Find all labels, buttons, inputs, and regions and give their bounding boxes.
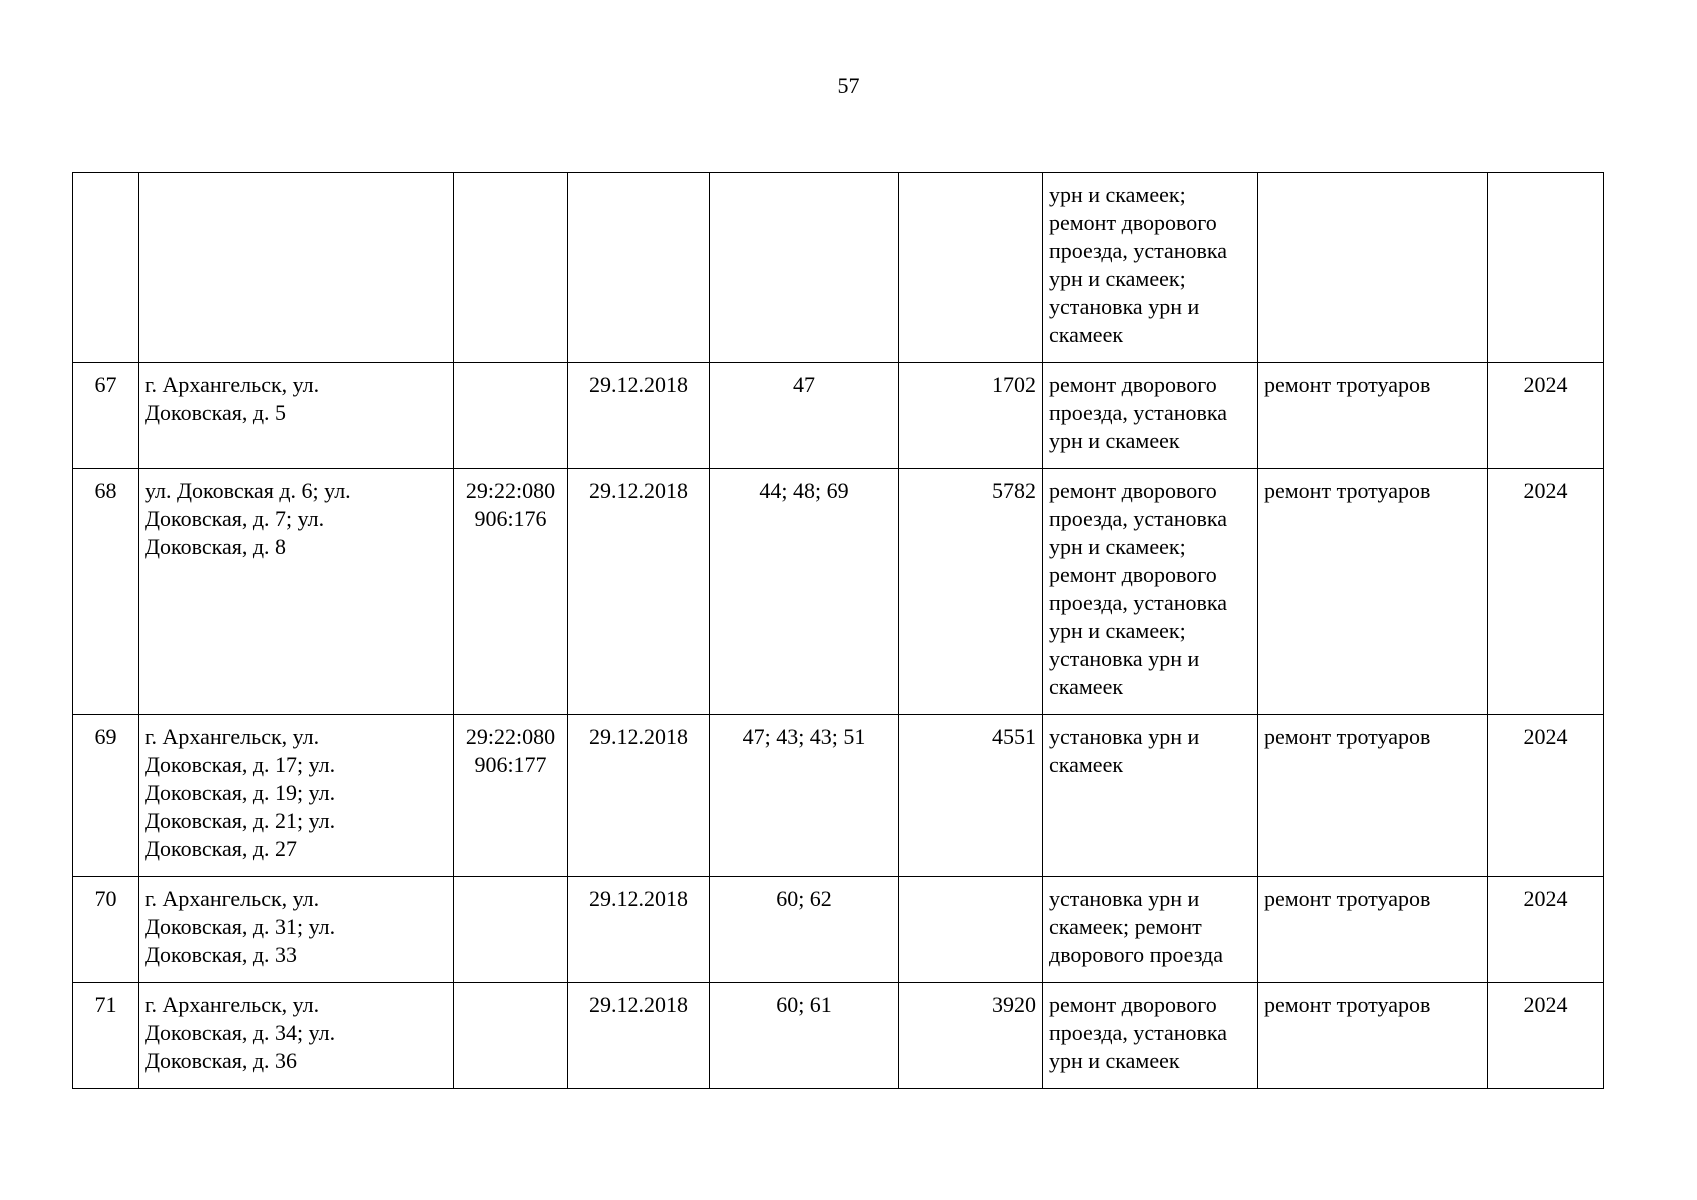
row-number-cell: 70 (73, 877, 139, 983)
area-cell (899, 173, 1043, 363)
cadastral-number-cell: 29:22:080 906:177 (454, 715, 568, 877)
area-cell: 3920 (899, 983, 1043, 1089)
year-cell: 2024 (1488, 877, 1604, 983)
main-works-cell: ремонт дворового проезда, установка урн и скамеек (1043, 363, 1258, 469)
year-cell: 2024 (1488, 469, 1604, 715)
main-works-cell: установка урн и скамеек (1043, 715, 1258, 877)
address-cell: г. Архангельск, ул. Доковская, д. 34; ул. Доковская, д. 36 (139, 983, 454, 1089)
main-works-cell: ремонт дворового проезда, установка урн и скамеек (1043, 983, 1258, 1089)
document-numbers-cell: 60; 61 (710, 983, 899, 1089)
additional-works-cell: ремонт тротуаров (1258, 983, 1488, 1089)
table-row (73, 715, 1604, 877)
date-cell: 29.12.2018 (568, 715, 710, 877)
main-works-cell: урн и скамеек; ремонт дворового проезда, установка урн и скамеек; установка урн и скамеек (1043, 173, 1258, 363)
row-number-cell: 69 (73, 715, 139, 877)
row-number-cell: 68 (73, 469, 139, 715)
table-row (73, 363, 1604, 469)
year-cell: 2024 (1488, 715, 1604, 877)
additional-works-cell (1258, 173, 1488, 363)
additional-works-cell: ремонт тротуаров (1258, 715, 1488, 877)
additional-works-cell: ремонт тротуаров (1258, 877, 1488, 983)
date-cell: 29.12.2018 (568, 877, 710, 983)
document-numbers-cell: 60; 62 (710, 877, 899, 983)
cadastral-number-cell (454, 877, 568, 983)
row-number-cell (73, 173, 139, 363)
cadastral-number-cell: 29:22:080 906:176 (454, 469, 568, 715)
cadastral-number-cell (454, 173, 568, 363)
area-cell: 4551 (899, 715, 1043, 877)
year-cell (1488, 173, 1604, 363)
date-cell (568, 173, 710, 363)
document-numbers-cell: 44; 48; 69 (710, 469, 899, 715)
address-cell: г. Архангельск, ул. Доковская, д. 31; ул. Доковская, д. 33 (139, 877, 454, 983)
row-number-cell: 67 (73, 363, 139, 469)
table-row (73, 173, 1604, 363)
date-cell: 29.12.2018 (568, 983, 710, 1089)
area-cell: 5782 (899, 469, 1043, 715)
page-number: 57 (837, 73, 860, 98)
year-cell: 2024 (1488, 983, 1604, 1089)
table-row (73, 469, 1604, 715)
area-cell: 1702 (899, 363, 1043, 469)
address-cell (139, 173, 454, 363)
row-number-cell: 71 (73, 983, 139, 1089)
document-numbers-cell: 47 (710, 363, 899, 469)
table-row (73, 983, 1604, 1089)
additional-works-cell: ремонт тротуаров (1258, 469, 1488, 715)
area-cell (899, 877, 1043, 983)
table-row (73, 877, 1604, 983)
main-works-cell: ремонт дворового проезда, установка урн и скамеек; ремонт дворового проезда, установка урн и скамеек; установка урн и скамеек (1043, 469, 1258, 715)
address-cell: г. Архангельск, ул. Доковская, д. 17; ул. Доковская, д. 19; ул. Доковская, д. 21; ул. Доковская, д. 27 (139, 715, 454, 877)
date-cell: 29.12.2018 (568, 469, 710, 715)
additional-works-cell: ремонт тротуаров (1258, 363, 1488, 469)
year-cell: 2024 (1488, 363, 1604, 469)
main-works-cell: установка урн и скамеек; ремонт дворового проезда (1043, 877, 1258, 983)
address-cell: ул. Доковская д. 6; ул. Доковская, д. 7; ул. Доковская, д. 8 (139, 469, 454, 715)
improvement-table (72, 172, 1604, 1089)
address-cell: г. Архангельск, ул. Доковская, д. 5 (139, 363, 454, 469)
document-numbers-cell (710, 173, 899, 363)
cadastral-number-cell (454, 983, 568, 1089)
document-numbers-cell: 47; 43; 43; 51 (710, 715, 899, 877)
date-cell: 29.12.2018 (568, 363, 710, 469)
cadastral-number-cell (454, 363, 568, 469)
